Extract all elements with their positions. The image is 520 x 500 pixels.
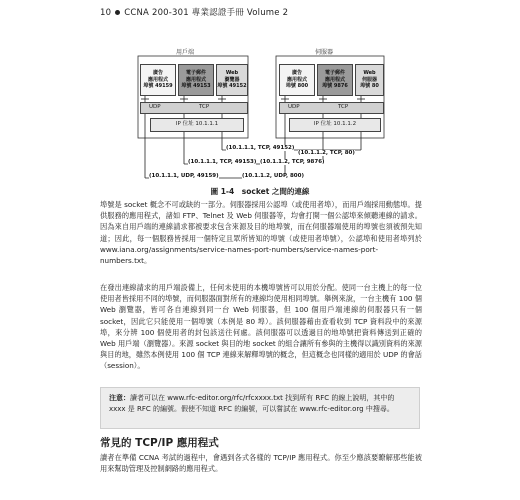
section-heading: 常見的 TCP/IP 應用程式 [100, 437, 219, 449]
connection-label-email-server: (10.1.1.2, TCP, 9876) [260, 159, 325, 165]
server-tcp-label: TCP [338, 104, 349, 110]
client-app-web: Web 瀏覽器 埠號 49152 [216, 64, 248, 96]
paragraph-tcpip-apps: 讀者在準備 CCNA 考試的過程中，會遇到各式各樣的 TCP/IP 應用程式。你至少應該要瞭解那些能被用來幫助管理及控制網路的應用程式。 [100, 453, 422, 474]
connection-label-email-client: (10.1.1.1, TCP, 49153) [188, 159, 257, 165]
server-host-label: 伺服器 [315, 49, 334, 56]
connection-label-web-client: (10.1.1.1, TCP, 49152) [226, 145, 295, 151]
client-transport-layer [140, 102, 248, 114]
paragraph-socket-usage: 在發出連線請求的用戶端設備上，任何未使用的本機埠號皆可以用於分配。使同一台主機上的每一位使用者皆採用不同的埠號，而伺服器面對所有的連線均使用相同埠號。舉例來說，一台主機有 100 個 Web 瀏覽器，皆可各自連線到同一台 Web 伺服器，但 100 個用戶端連線的伺服器只有一個 socket，因此它只能使用一個埠號（本例是 80 埠）。該伺服器藉由查看收到 TCP 資料段中的來源埠，來分辨 100 個使用者的封包該送往何處。該伺服器可以透過目的地埠號把資料傳送到正確的 Web 用戶端（瀏覽器）。來源 socket 與目的地 socket 的組合讓所有參與的主機得以識別資料的來源與目的地，雖然本例使用 100 個 TCP 連線來解釋埠號的概念，但這概念也同樣的適用於 UDP 的會話（session）。 [100, 283, 422, 371]
client-tcp-label: TCP [199, 104, 210, 110]
note-text: 讀者可以在 www.rfc-editor.org/rfc/rfcxxxx.txt 找到所有 RFC 的線上說明，其中的 xxxx 是 RFC 的編號。假使不知道 RFC 的編號，可以嘗試在 www.rfc-editor.org 中搜尋。 [109, 394, 395, 413]
book-title: CCNA 200-301 專業認證手冊 Volume 2 [124, 8, 289, 18]
server-transport-layer [279, 102, 384, 114]
client-host-label: 用戶端 [176, 49, 195, 56]
server-app-ad: 廣告 應用程式 埠號 800 [279, 64, 315, 96]
client-ip-box: IP 位址 10.1.1.1 [150, 118, 244, 132]
client-app-email: 電子郵件 應用程式 埠號 49153 [178, 64, 214, 96]
socket-diagram [0, 0, 520, 190]
figure-caption: 圖 1-4 socket 之間的連線 [210, 187, 310, 196]
client-udp-label: UDP [149, 104, 161, 110]
page-number: 10 [100, 8, 112, 18]
server-udp-label: UDP [288, 104, 300, 110]
server-ip-box: IP 位址 10.1.1.2 [289, 118, 381, 132]
connection-label-ad-client: (10.1.1.1, UDP, 49159) [149, 173, 219, 179]
server-app-email: 電子郵件 應用程式 埠號 9876 [317, 64, 353, 96]
note-label: 注意： [109, 394, 130, 402]
server-app-web: Web 伺服器 埠號 80 [355, 64, 384, 96]
connection-label-ad-server: (10.1.1.2, UDP, 800) [242, 173, 304, 179]
paragraph-port-numbers: 埠號是 socket 概念不可或缺的一部分。伺服器採用公認埠（或使用者埠），而用戶端採用動態埠。提供服務的應用程式，諸如 FTP、Telnet 及 Web 伺服器等，均會打開一個公認埠來傾聽連線的請求。因為來自用戶端的連線請求都被要求包含來源及目的地埠號，而在伺服器端使用的埠號也須被預先知道；因此，每一個服務皆採用一個特定且眾所皆知的埠號（或使用者埠號），公認埠和使用者埠列於 www.iana.org/assignments/service-names-port-numbers/service-names-port-numbers.txt。 [100, 200, 422, 266]
connection-label-web-server: (10.1.1.2, TCP, 80) [298, 150, 355, 156]
client-app-ad: 廣告 應用程式 埠號 49159 [140, 64, 176, 96]
note-box [100, 387, 420, 429]
